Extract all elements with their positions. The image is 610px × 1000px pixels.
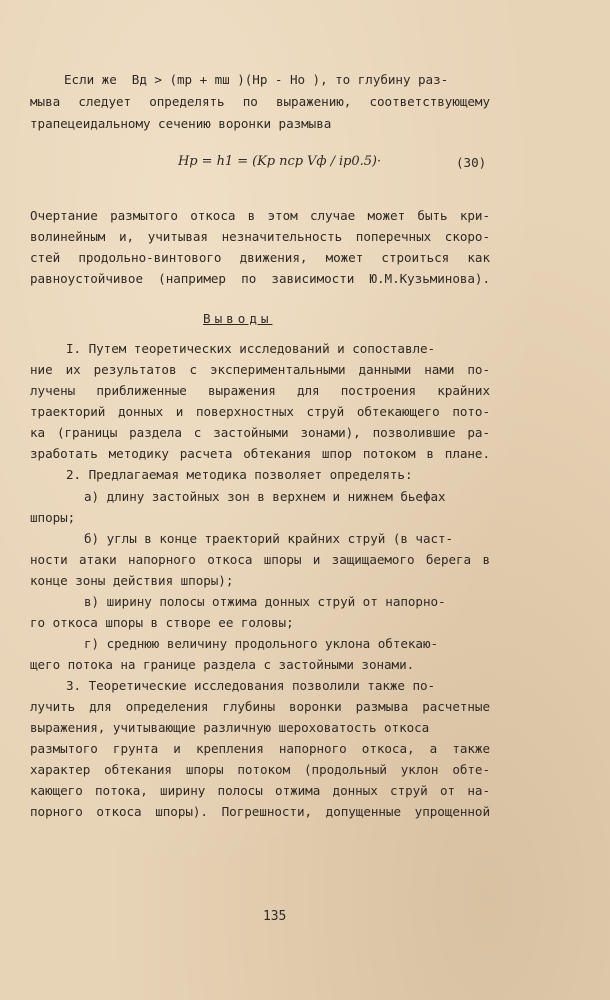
conclusion-line: а) длину застойных зон в верхнем и нижнем бьефах bbox=[84, 489, 446, 504]
paragraph-line: равноустойчивое (например по зависимости Ю.М.Кузьминова). bbox=[30, 271, 490, 286]
conclusion-line: кающего потока, ширину полосы отжима донных струй от на- bbox=[30, 783, 490, 798]
conclusion-line: ка (границы раздела с застойными зонами), позволившие ра- bbox=[30, 425, 490, 440]
conclusion-line: траекторий донных и поверхностных струй обтекающего пото- bbox=[30, 404, 490, 419]
conclusion-line: ние их результатов с экспериментальными данными нами по- bbox=[30, 362, 490, 377]
paragraph-line: волинейным и, учитывая незначительность поперечных скоро- bbox=[30, 229, 490, 244]
formula-30: Hр = h1 = (Kр nср Vф / iр0.5)· bbox=[178, 154, 382, 169]
paragraph-line: стей продольно-винтового движения, может строиться как bbox=[30, 250, 490, 265]
page-number: 135 bbox=[263, 909, 287, 924]
conclusion-line: б) углы в конце траекторий крайних струй (в част- bbox=[84, 531, 454, 546]
conclusion-line: лучить для определения глубины воронки размыва расчетные bbox=[30, 699, 490, 714]
conclusion-line: го откоса шпоры в створе ее головы; bbox=[30, 615, 294, 630]
conclusion-line: порного откоса шпоры). Погрешности, допущенные упрощенной bbox=[30, 804, 490, 819]
intro-line: трапецеидальному сечению воронки размыва bbox=[30, 116, 332, 131]
section-title: Выводы bbox=[203, 311, 273, 326]
conclusion-line: характер обтекания шпоры потоком (продольный уклон обте- bbox=[30, 762, 490, 777]
conclusion-line: I. Путем теоретических исследований и сопоставле- bbox=[66, 341, 436, 356]
paragraph-line: Очертание размытого откоса в этом случае может быть кри- bbox=[30, 208, 490, 223]
conclusion-line: конце зоны действия шпоры); bbox=[30, 573, 234, 588]
intro-line: Если же Bд > (mр + mш )(Hр - Hо ), то глубину раз- bbox=[64, 72, 449, 87]
conclusion-line: в) ширину полосы отжима донных струй от напорно- bbox=[84, 594, 446, 609]
conclusion-line: ности атаки напорного откоса шпоры и защищаемого берега в bbox=[30, 552, 490, 567]
conclusion-line: выражения, учитывающие различную шероховатость откоса bbox=[30, 720, 430, 735]
intro-line: мыва следует определять по выражению, соответствующему bbox=[30, 94, 490, 109]
conclusion-line: размытого грунта и крепления напорного откоса, а также bbox=[30, 741, 490, 756]
conclusion-line: щего потока на границе раздела с застойными зонами. bbox=[30, 657, 415, 672]
conclusion-line: г) среднюю величину продольного уклона обтекаю- bbox=[84, 636, 439, 651]
formula-number: (30) bbox=[456, 155, 487, 170]
conclusion-line: зработать методику расчета обтекания шпор потоком в плане. bbox=[30, 446, 490, 461]
conclusion-line: 3. Теоретические исследования позволили также по- bbox=[66, 678, 436, 693]
conclusion-line: шпоры; bbox=[30, 510, 76, 525]
conclusion-line: лучены приближенные выражения для построения крайних bbox=[30, 383, 490, 398]
conclusion-line: 2. Предлагаемая методика позволяет определять: bbox=[66, 467, 413, 482]
